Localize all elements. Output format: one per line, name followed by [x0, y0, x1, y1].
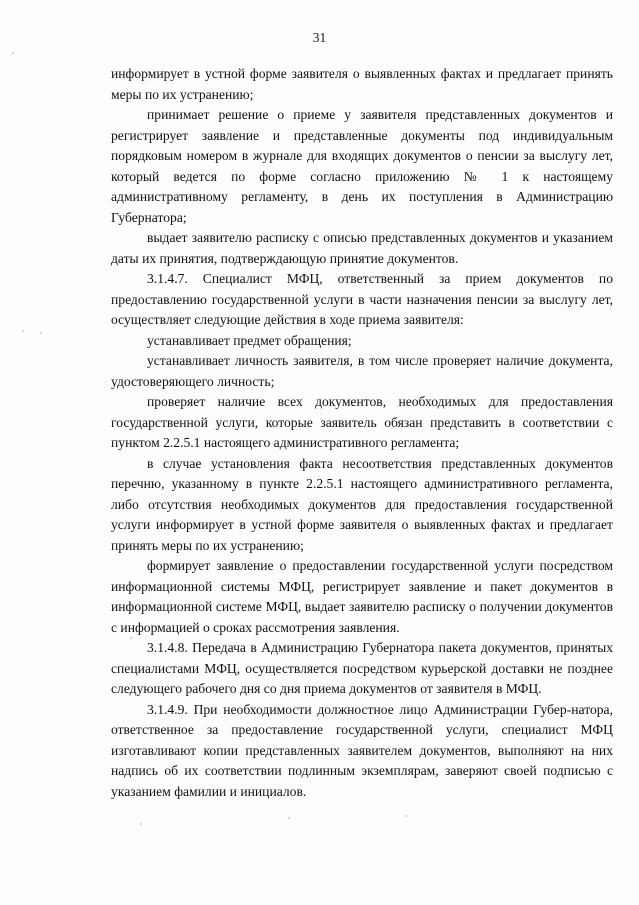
paragraph: 3.1.4.9. При необходимости должностное лицо Администрации Губер-натора, ответственное за предоставление государственной услуги, специалист МФЦ изготавливают копии представленных заявителем документов, выполняют на них надпись об их соответствии подлинным экземплярам, заверяют своей подписью с указанием фамилии и инициалов. — [111, 701, 613, 799]
scan-speck — [12, 52, 14, 54]
scan-speck — [130, 637, 132, 639]
paragraph: принимает решение о приеме у заявителя представленных документов и регистрирует заявление и представленные документы под индивидуальным порядковым номером в журнале для входящих документов о пенсии за выслугу лет, который ведется по форме согласно приложению № 1 к настоящему административному регламенту, в день их поступления в Администрацию Губернатора; — [111, 107, 613, 225]
page-number: 31 — [312, 30, 327, 45]
document-body — [111, 64, 613, 802]
scan-speck — [140, 823, 142, 825]
scan-speck — [288, 817, 290, 819]
scan-speck — [40, 332, 42, 334]
scan-speck — [22, 330, 24, 332]
paragraph: устанавливает личность заявителя, в том числе проверяет наличие документа, удостоверяющего личность; — [111, 353, 613, 389]
paragraph: формирует заявление о предоставлении государственной услуги посредством информационной системы МФЦ, регистрирует заявление и пакет документов в информационной системе МФЦ, выдает заявителю расписку о получении документов с информацией о сроках рассмотрения заявления. — [111, 558, 613, 635]
paragraph: 3.1.4.8. Передача в Администрацию Губернатора пакета документов, принятых специалистами МФЦ, осуществляется посредством курьерской доставки не позднее следующего рабочего дня со дня приема документов от заявителя в МФЦ. — [111, 640, 613, 696]
paragraph: 3.1.4.7. Специалист МФЦ, ответственный за прием документов по предоставлению государственной услуги в части назначения пенсии за выслугу лет, осуществляет следующие действия в ходе приема заявителя: — [111, 271, 613, 327]
paragraph: в случае установления факта несоответствия представленных документов перечню, указанному в пункте 2.2.5.1 настоящего административного регламента, либо отсутствия необходимых документов для предоставления государственной услуги информирует в устной форме заявителя о выявленных фактах и предлагает принять меры по их устранению; — [111, 455, 613, 553]
scan-speck — [405, 815, 407, 817]
paragraph: проверяет наличие всех документов, необходимых для предоставления государственной услуги, которые заявитель обязан представить в соответствии с пунктом 2.2.5.1 настоящего административного регламента; — [111, 394, 613, 450]
paragraph: выдает заявителю расписку с описью представленных документов и указанием даты их принятия, подтверждающую принятие документов. — [111, 230, 613, 266]
paragraph: информирует в устной форме заявителя о выявленных фактах и предлагает принять меры по их устранению; — [111, 66, 613, 102]
paragraph: устанавливает предмет обращения; — [147, 332, 352, 348]
